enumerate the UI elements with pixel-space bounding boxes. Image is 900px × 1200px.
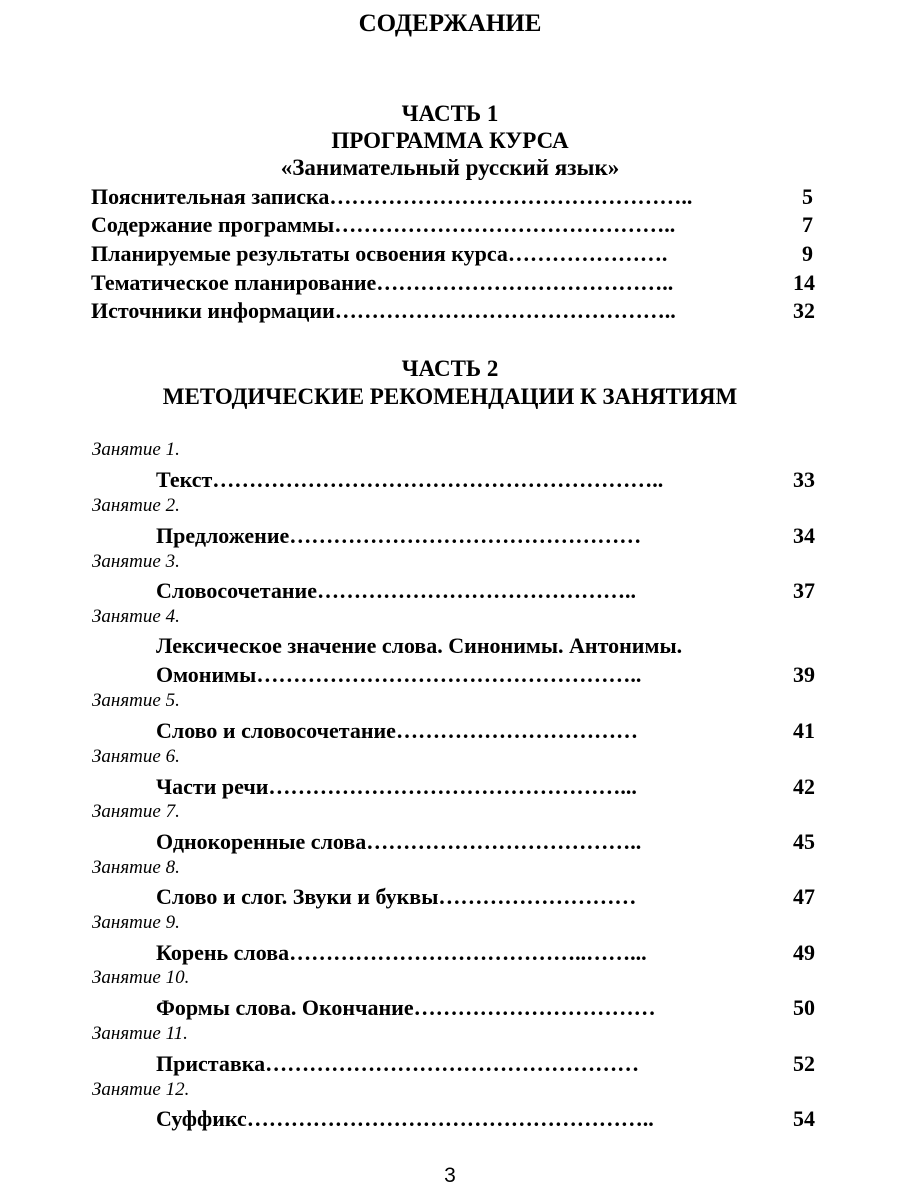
toc-entry-label: Корень слова…………………………………..……... xyxy=(156,940,647,965)
page-number: 3 xyxy=(444,1164,456,1187)
toc-entry[interactable] xyxy=(91,240,815,268)
toc-entry[interactable] xyxy=(156,577,815,605)
lesson-number: Занятие 3. xyxy=(92,551,180,572)
lesson-number: Занятие 7. xyxy=(92,801,180,822)
toc-entry-page: 7 xyxy=(802,212,813,237)
toc-entry-label: Предложение………………………………………… xyxy=(156,523,642,548)
lesson-number: Занятие 2. xyxy=(92,495,180,516)
lesson-number: Занятие 8. xyxy=(92,857,180,878)
toc-entry-label: Тематическое планирование………………………………….. xyxy=(91,270,674,295)
toc-entry-label: Текст…………………………………………………….. xyxy=(156,467,664,492)
part2-heading: ЧАСТЬ 2 xyxy=(401,356,499,381)
toc-entry-label: Пояснительная записка………………………………………….. xyxy=(91,184,693,209)
toc-entry[interactable] xyxy=(91,211,815,239)
toc-entry-label: Слово и словосочетание…………………………… xyxy=(156,718,638,743)
toc-entry-page: 54 xyxy=(793,1106,815,1131)
lesson-number: Занятие 11. xyxy=(92,1023,188,1044)
toc-entry[interactable] xyxy=(156,883,815,911)
toc-entry[interactable] xyxy=(156,661,815,689)
toc-entry[interactable] xyxy=(156,466,815,494)
lesson-number: Занятие 12. xyxy=(92,1079,190,1100)
toc-entry-page: 42 xyxy=(793,774,815,799)
page-title: СОДЕРЖАНИЕ xyxy=(358,10,542,37)
toc-entry-page: 52 xyxy=(793,1051,815,1076)
toc-entry-label: Части речи…………………………………………... xyxy=(156,774,637,799)
toc-entry-page: 37 xyxy=(793,578,815,603)
toc-entry[interactable] xyxy=(156,939,815,967)
toc-entry-page: 33 xyxy=(793,467,815,492)
toc-entry-label: Однокоренные слова……………………………….. xyxy=(156,829,642,854)
toc-entry-label: Приставка…………………………………………… xyxy=(156,1051,640,1076)
part1-subheading: ПРОГРАММА КУРСА xyxy=(331,128,569,153)
toc-entry[interactable] xyxy=(91,297,815,325)
toc-entry[interactable] xyxy=(156,773,815,801)
toc-entry-label-line1: Лексическое значение слова. Синонимы. Антонимы. xyxy=(156,633,683,658)
toc-entry-label: Слово и слог. Звуки и буквы……………………… xyxy=(156,884,637,909)
toc-entry-page: 41 xyxy=(793,718,815,743)
toc-entry-page: 47 xyxy=(793,884,815,909)
toc-entry-page: 5 xyxy=(802,184,813,209)
toc-entry[interactable] xyxy=(156,994,815,1022)
toc-entry[interactable] xyxy=(156,522,815,550)
toc-entry[interactable] xyxy=(156,1050,815,1078)
toc-entry-label: Содержание программы……………………………………….. xyxy=(91,212,676,237)
toc-entry-page: 49 xyxy=(793,940,815,965)
part2-subheading: МЕТОДИЧЕСКИЕ РЕКОМЕНДАЦИИ К ЗАНЯТИЯМ xyxy=(162,384,738,409)
toc-entry-label: Омонимы…………………………………………….. xyxy=(156,662,642,687)
toc-entry-label: Формы слова. Окончание…………………………… xyxy=(156,995,656,1020)
toc-entry-page: 9 xyxy=(802,241,813,266)
toc-entry[interactable] xyxy=(91,269,815,297)
toc-entry-page: 34 xyxy=(793,523,815,548)
toc-entry-label: Планируемые результаты освоения курса…………………. xyxy=(91,241,668,266)
lesson-number: Занятие 4. xyxy=(92,606,180,627)
toc-entry[interactable] xyxy=(91,183,815,211)
part1-course-title: «Занимательный русский язык» xyxy=(280,155,620,180)
part1-heading: ЧАСТЬ 1 xyxy=(401,101,499,126)
toc-entry-label: Словосочетание…………………………………….. xyxy=(156,578,636,603)
toc-entry-page: 50 xyxy=(793,995,815,1020)
toc-entry[interactable] xyxy=(156,828,815,856)
toc-entry-page: 45 xyxy=(793,829,815,854)
toc-entry-page: 14 xyxy=(793,270,815,295)
lesson-number: Занятие 6. xyxy=(92,746,180,767)
toc-entry-label: Источники информации……………………………………….. xyxy=(91,298,676,323)
lesson-number: Занятие 5. xyxy=(92,690,180,711)
lesson-number: Занятие 9. xyxy=(92,912,180,933)
toc-entry-page: 39 xyxy=(793,662,815,687)
toc-entry-page: 32 xyxy=(793,298,815,323)
toc-entry[interactable] xyxy=(156,1105,815,1133)
lesson-number: Занятие 10. xyxy=(92,967,190,988)
lesson-number: Занятие 1. xyxy=(92,439,180,460)
toc-entry[interactable] xyxy=(156,717,815,745)
toc-entry-label: Суффикс……………………………………………….. xyxy=(156,1106,654,1131)
